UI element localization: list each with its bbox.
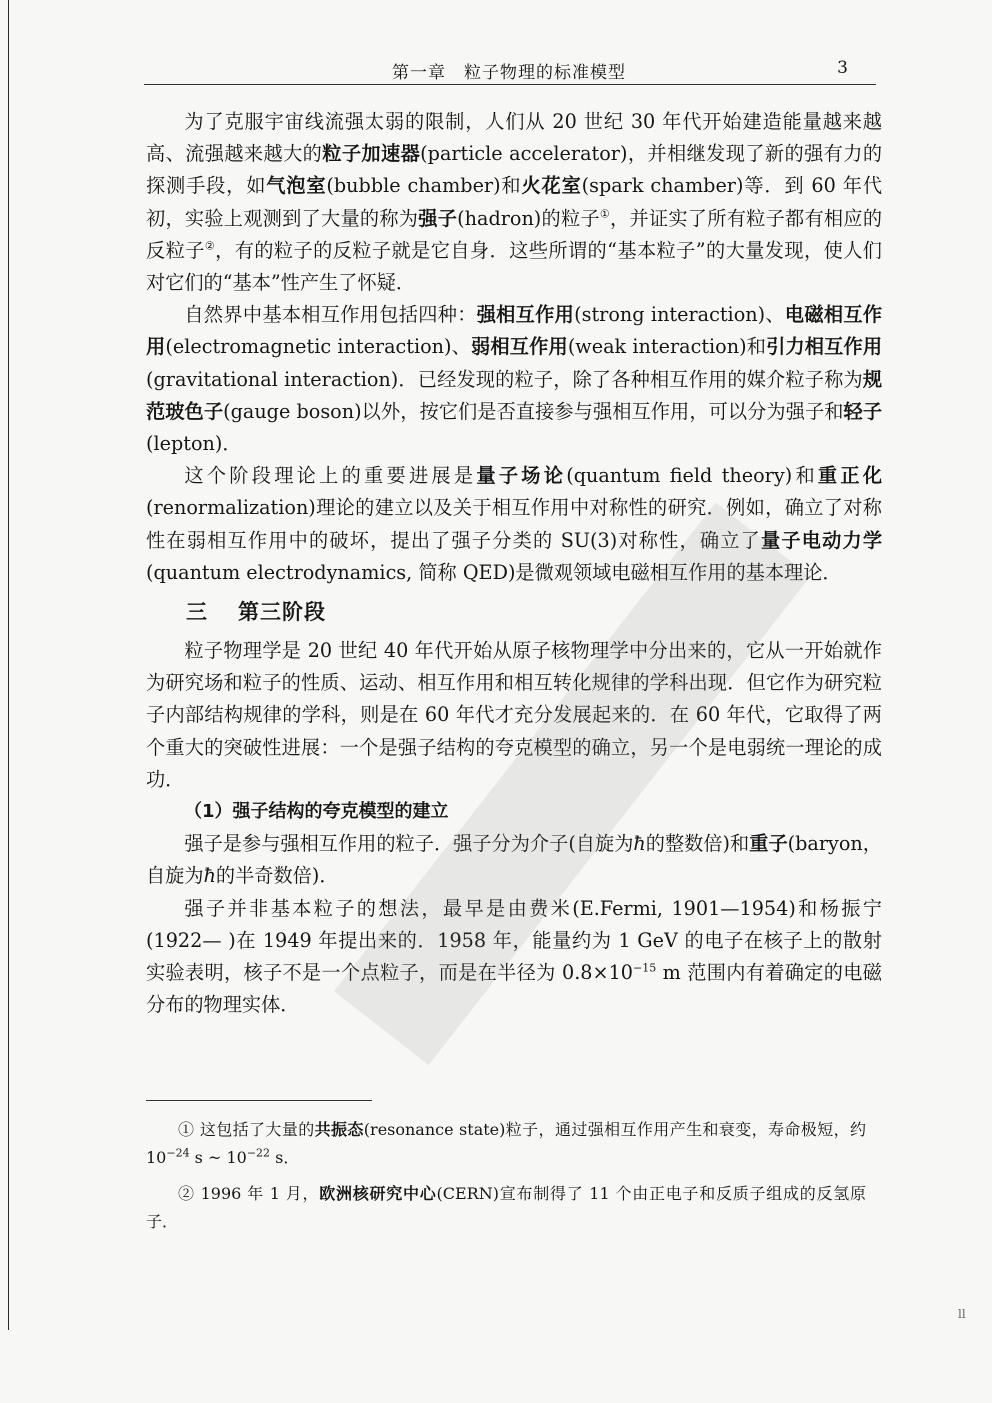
key-term: 粒子加速器	[322, 142, 421, 166]
text-run: (bubble chamber)和	[326, 174, 522, 198]
superscript: ①	[599, 207, 611, 221]
text-run: (quantum electrodynamics, 简称 QED)是微观领域电磁相互作用的基本理论．	[146, 560, 842, 584]
text-run: (strong interaction)、	[574, 303, 785, 327]
body-text	[146, 106, 882, 1021]
key-term: 气泡室	[266, 174, 327, 198]
section-heading	[146, 589, 882, 635]
superscript: −15	[633, 961, 657, 975]
text-run: (weak interaction)和	[567, 335, 767, 359]
key-term: 重正化	[817, 464, 883, 488]
text-run: (baryon，自旋为	[146, 832, 882, 888]
key-term: 欧洲核研究中心	[319, 1184, 437, 1203]
text-run: m 范围内有着确定的电磁分布的物理实体．	[146, 961, 882, 1017]
footnote	[146, 1116, 866, 1172]
text-run: (spark chamber)等．到 60 年代初，实验上观测到了大量的称为	[146, 174, 883, 230]
text-run: 自然界中基本相互作用包括四种：	[184, 303, 477, 327]
key-term: 弱相互作用	[471, 335, 568, 359]
text-run: (gravitational interaction)．已经发现的粒子，除了各种相互作用的媒介粒子称为	[146, 367, 863, 391]
key-term: 重子	[749, 832, 788, 856]
text-run: (particle accelerator)，并相继发现了新的强有力的探测手段，如	[146, 142, 883, 198]
section-number: 三	[186, 600, 208, 625]
running-header	[144, 56, 876, 85]
key-term: 轻子	[843, 399, 883, 423]
superscript: −22	[246, 1146, 271, 1160]
text-run: 这个阶段理论上的重要进展是	[184, 464, 477, 488]
key-term: 电磁相互作用	[146, 303, 883, 359]
key-term: 引力相互作用	[766, 335, 883, 359]
key-term: 强相互作用	[476, 303, 575, 327]
text-run: s．	[270, 1148, 300, 1167]
symbol-hbar: ħ	[633, 832, 646, 856]
paragraph	[146, 828, 882, 892]
key-term: 强子	[418, 206, 458, 230]
text-run: 粒子物理学是 20 世纪 40 年代开始从原子核物理学中分出来的，它从一开始就作为研究场和粒子的性质、运动、相互作用和相互转化规律的学科出现．但它作为研究粒子内部结构规律的学科，则是在 60 年代才充分发展起来的．在 60 年代，它取得了两个重大的突破性进展：一个是强子结构的夸克模型的确立，另一个是电弱统一理论的成功．	[146, 639, 882, 791]
key-term: 规范玻色子	[146, 367, 882, 423]
text-run: (CERN)宣布制得了 11 个由正电子和反质子组成的反氢原子．	[146, 1184, 866, 1231]
key-term: 量子电动力学	[760, 528, 883, 552]
text-run: s ~ 10	[189, 1148, 247, 1167]
text-run: ，并证实了所有粒子都有相应的反粒子	[146, 206, 883, 262]
page-spine-line	[8, 0, 9, 1330]
page-number: 3	[837, 58, 848, 78]
key-term: 火花室	[521, 174, 582, 198]
footnotes	[146, 1116, 866, 1244]
subsection-heading: （1）强子结构的夸克模型的建立	[184, 801, 449, 823]
paragraph-group-2	[146, 635, 882, 796]
paragraph	[146, 299, 882, 460]
text-run: 的半奇数倍)．	[215, 864, 339, 888]
paragraph	[146, 106, 882, 299]
footnote	[146, 1180, 866, 1236]
section-title: 第三阶段	[238, 600, 326, 625]
text-run: (electromagnetic interaction)、	[165, 335, 472, 359]
header-title: 第一章 粒子物理的标准模型	[392, 63, 626, 83]
text-run: ② 1996 年 1 月，	[178, 1184, 320, 1203]
text-run: ，有的粒子的反粒子就是它自身．这些所谓的“基本粒子”的大量发现，使人们对它们的“基本”性产生了怀疑．	[146, 238, 882, 295]
key-term: 共振态	[314, 1120, 364, 1139]
symbol-hbar: ħ	[203, 864, 216, 888]
text-run: (resonance state)粒子，通过强相互作用产生和衰变，寿命极短，约 10	[146, 1120, 866, 1167]
footnote-rule	[146, 1100, 372, 1101]
text-run: 强子是参与强相互作用的粒子．强子分为介子(自旋为	[184, 832, 634, 856]
text-run: (lepton)．	[146, 432, 242, 456]
superscript: ②	[204, 239, 216, 253]
text-run: (hadron)的粒子	[457, 206, 600, 230]
paragraph-group-1	[146, 106, 882, 589]
text-run: 强子并非基本粒子的想法，最早是由费米(E.Fermi, 1901—1954)和杨振宁(1922— )在 1949 年提出来的．1958 年，能量约为 1 GeV 的电子在核子上的散射实验表明，核子不是一个点粒子，而是在半径为 0.8×10	[146, 896, 882, 985]
paragraph-group-3	[146, 828, 882, 1021]
paragraph	[146, 460, 882, 589]
scan-artifact: ll	[958, 1307, 966, 1321]
superscript: −24	[166, 1146, 190, 1160]
text-run: (gauge boson)以外，按它们是否直接参与强相互作用，可以分为强子和	[223, 399, 844, 423]
text-run: (renormalization)理论的建立以及关于相互作用中对称性的研究．例如，确立了对称性在弱相互作用中的破坏，提出了强子分类的 SU(3)对称性，确立了	[146, 496, 882, 552]
text-run: 的整数倍)和	[645, 832, 750, 856]
text-run: 为了克服宇宙线流强太弱的限制，人们从 20 世纪 30 年代开始建造能量越来越高、流强越来越大的	[146, 110, 882, 166]
paragraph	[146, 893, 882, 1022]
text-run: (quantum field theory)和	[566, 464, 818, 488]
key-term: 量子场论	[476, 464, 567, 488]
text-run: ① 这包括了大量的	[178, 1120, 315, 1139]
paragraph	[146, 635, 882, 796]
